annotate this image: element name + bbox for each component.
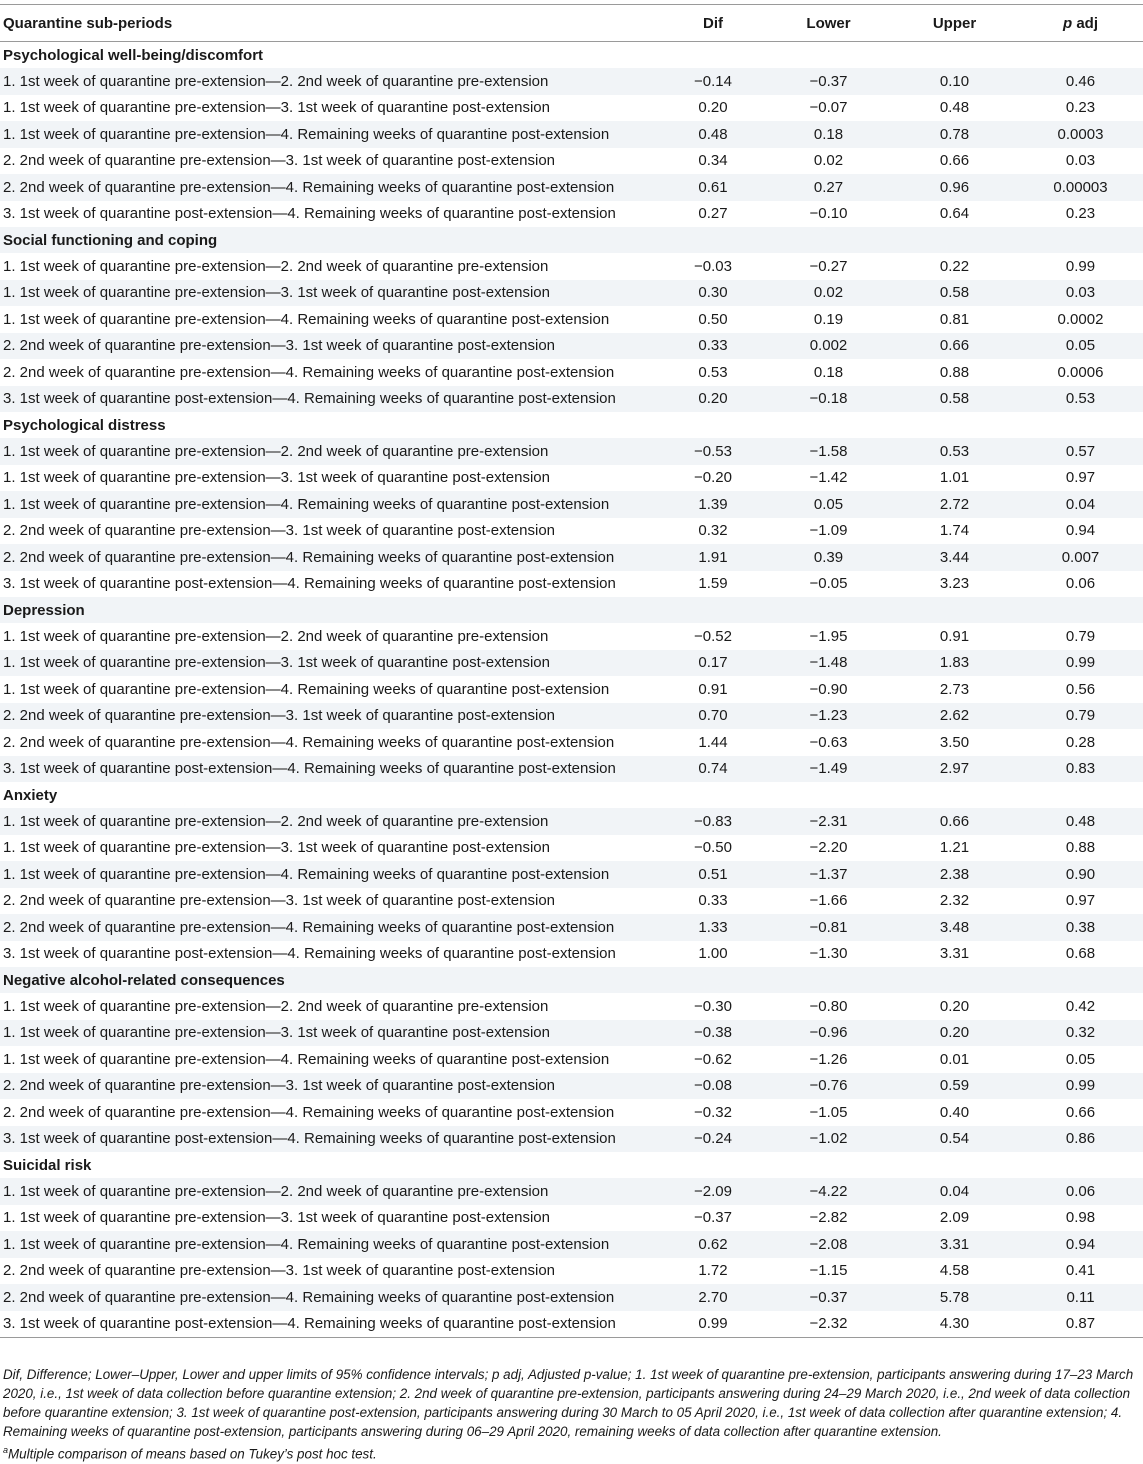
p-adj-cell: 0.38 — [1018, 914, 1143, 941]
lower-cell: −0.90 — [809, 680, 848, 698]
dif-cell: 0.27 — [698, 205, 728, 223]
lower-cell: −0.76 — [766, 1073, 891, 1100]
p-adj-cell: 0.79 — [1018, 703, 1143, 730]
lower-cell: −0.18 — [766, 386, 891, 413]
table-row — [0, 201, 1143, 228]
dif-cell: 0.32 — [698, 522, 728, 540]
dif-cell: 0.51 — [660, 861, 766, 888]
lower-cell: 0.18 — [813, 363, 844, 381]
comparison-cell: 1. 1st week of quarantine pre-extension—2. 2nd week of quarantine pre-extension — [0, 808, 660, 835]
upper-cell: 3.23 — [939, 575, 970, 593]
p-adj-cell: 0.99 — [1065, 257, 1096, 275]
upper-cell: 0.04 — [891, 1178, 1018, 1205]
lower-cell: −1.66 — [809, 892, 848, 910]
dif-cell: 0.30 — [660, 280, 766, 307]
dif-cell: 0.20 — [698, 99, 728, 117]
header-dif: Dif — [660, 5, 766, 42]
comparison-cell: 2. 2nd week of quarantine pre-extension—3. 1st week of quarantine post-extension — [3, 152, 556, 170]
comparison-cell: 2. 2nd week of quarantine pre-extension—3. 1st week of quarantine post-extension — [0, 333, 660, 360]
table-row — [0, 1311, 1143, 1338]
lower-cell: −4.22 — [766, 1178, 891, 1205]
comparison-cell: 2. 2nd week of quarantine pre-extension—4. Remaining weeks of quarantine post-extension — [0, 914, 660, 941]
comparison-cell: 3. 1st week of quarantine post-extension—4. Remaining weeks of quarantine post-extension — [3, 945, 616, 963]
table-row — [0, 1284, 1143, 1311]
lower-cell: −2.31 — [766, 808, 891, 835]
group-header-row — [0, 412, 1143, 438]
upper-cell: 0.20 — [939, 997, 970, 1015]
lower-cell: −0.07 — [809, 99, 848, 117]
p-adj-cell: 0.42 — [1065, 997, 1096, 1015]
comparison-cell: 1. 1st week of quarantine pre-extension—3. 1st week of quarantine post-extension — [0, 280, 660, 307]
dif-cell: 1.72 — [698, 1262, 728, 1280]
table-row — [0, 491, 1143, 518]
table-row — [0, 253, 1143, 280]
lower-cell: −1.30 — [809, 945, 848, 963]
dif-cell: 0.99 — [660, 1311, 766, 1338]
table-row — [0, 676, 1143, 703]
dif-cell: 0.91 — [698, 680, 728, 698]
comparison-cell: 2. 2nd week of quarantine pre-extension—4. Remaining weeks of quarantine post-extension — [3, 1103, 615, 1121]
upper-cell: 0.91 — [939, 627, 970, 645]
lower-cell: −2.08 — [766, 1231, 891, 1258]
p-adj-cell: 0.007 — [1018, 544, 1143, 571]
upper-cell: 2.62 — [891, 703, 1018, 730]
lower-cell: −0.80 — [809, 997, 848, 1015]
lower-cell: −1.05 — [809, 1103, 848, 1121]
p-adj-cell: 0.05 — [1065, 1050, 1096, 1068]
group-title: Psychological well-being/discomfort — [3, 46, 264, 64]
header-p-symbol: p — [1062, 14, 1073, 32]
table-footnote — [3, 1365, 1141, 1463]
table-row — [0, 359, 1143, 386]
table-row — [0, 808, 1143, 835]
lower-cell: −1.15 — [809, 1262, 848, 1280]
upper-cell: 0.54 — [891, 1126, 1018, 1153]
upper-cell: 1.21 — [939, 839, 970, 857]
upper-cell: 0.40 — [939, 1103, 970, 1121]
upper-cell: 2.09 — [939, 1209, 970, 1227]
p-adj-cell: 0.48 — [1018, 808, 1143, 835]
lower-cell: −2.32 — [766, 1311, 891, 1338]
upper-cell: 0.58 — [891, 386, 1018, 413]
p-adj-cell: 0.23 — [1065, 99, 1096, 117]
header-comparison: Quarantine sub-periods — [0, 5, 660, 42]
group-header-row — [0, 42, 1143, 69]
dif-cell: 0.70 — [660, 703, 766, 730]
group-header-row — [0, 227, 1143, 253]
upper-cell: 0.59 — [891, 1073, 1018, 1100]
dif-cell: 1.59 — [698, 575, 728, 593]
p-adj-cell: 0.97 — [1065, 892, 1096, 910]
lower-cell: 0.02 — [813, 152, 844, 170]
comparison-cell: 2. 2nd week of quarantine pre-extension—4. Remaining weeks of quarantine post-extension — [0, 174, 660, 201]
p-adj-cell: 0.94 — [1018, 1231, 1143, 1258]
table-row — [0, 386, 1143, 413]
p-adj-cell: 0.99 — [1018, 650, 1143, 677]
upper-cell: 0.64 — [939, 205, 970, 223]
p-adj-cell: 0.99 — [1018, 1073, 1143, 1100]
p-adj-cell: 0.83 — [1018, 756, 1143, 783]
lower-cell: 0.39 — [766, 544, 891, 571]
p-adj-cell: 0.56 — [1065, 680, 1096, 698]
lower-cell: 0.02 — [766, 280, 891, 307]
p-adj-cell: 0.98 — [1065, 1209, 1096, 1227]
group-header-row — [0, 782, 1143, 808]
lower-cell: 0.19 — [813, 310, 844, 328]
lower-cell: −1.58 — [766, 438, 891, 465]
group-title: Suicidal risk — [3, 1156, 92, 1174]
comparison-cell: 1. 1st week of quarantine pre-extension—4. Remaining weeks of quarantine post-extension — [0, 491, 660, 518]
p-adj-cell: 0.00003 — [1018, 174, 1143, 201]
p-adj-cell: 0.66 — [1065, 1103, 1096, 1121]
p-adj-cell: 0.53 — [1018, 386, 1143, 413]
group-header-row — [0, 597, 1143, 623]
upper-cell: 1.83 — [891, 650, 1018, 677]
upper-cell: 2.38 — [891, 861, 1018, 888]
upper-cell: 0.96 — [891, 174, 1018, 201]
lower-cell: −0.96 — [766, 1020, 891, 1047]
upper-cell: 3.50 — [939, 733, 970, 751]
table-row — [0, 888, 1143, 915]
table-row — [0, 1231, 1143, 1258]
upper-cell: 0.22 — [939, 257, 970, 275]
table-row — [0, 623, 1143, 650]
table-row — [0, 1205, 1143, 1232]
comparison-cell: 3. 1st week of quarantine post-extension—4. Remaining weeks of quarantine post-extension — [0, 1311, 660, 1338]
comparison-cell: 1. 1st week of quarantine pre-extension—2. 2nd week of quarantine pre-extension — [3, 627, 549, 645]
p-adj-cell: 0.97 — [1065, 469, 1096, 487]
table-row — [0, 148, 1143, 175]
lower-cell: −1.37 — [766, 861, 891, 888]
table-row — [0, 941, 1143, 968]
comparison-cell: 3. 1st week of quarantine post-extension—4. Remaining weeks of quarantine post-extension — [0, 386, 660, 413]
upper-cell: 0.88 — [939, 363, 970, 381]
p-adj-cell: 0.32 — [1018, 1020, 1143, 1047]
upper-cell: 2.73 — [939, 680, 970, 698]
table-row — [0, 518, 1143, 545]
lower-cell: −1.95 — [809, 627, 848, 645]
header-lower: Lower — [766, 5, 891, 42]
upper-cell: 4.58 — [939, 1262, 970, 1280]
lower-cell: −2.20 — [809, 839, 848, 857]
p-adj-cell: 0.03 — [1065, 152, 1096, 170]
table-row — [0, 438, 1143, 465]
upper-cell: 0.58 — [891, 280, 1018, 307]
lower-cell: −1.49 — [766, 756, 891, 783]
p-adj-cell: 0.68 — [1065, 945, 1096, 963]
p-adj-cell: 0.86 — [1018, 1126, 1143, 1153]
comparison-cell: 2. 2nd week of quarantine pre-extension—3. 1st week of quarantine post-extension — [3, 892, 556, 910]
comparison-cell: 1. 1st week of quarantine pre-extension—3. 1st week of quarantine post-extension — [0, 650, 660, 677]
table-row — [0, 174, 1143, 201]
upper-cell: 0.20 — [891, 1020, 1018, 1047]
dif-cell: 0.62 — [660, 1231, 766, 1258]
lower-cell: −2.82 — [809, 1209, 848, 1227]
table-row — [0, 1073, 1143, 1100]
header-row — [0, 5, 1143, 42]
comparison-cell: 1. 1st week of quarantine pre-extension—4. Remaining weeks of quarantine post-extension — [3, 1050, 610, 1068]
upper-cell: 1.01 — [939, 469, 970, 487]
table-row — [0, 756, 1143, 783]
upper-cell: 0.81 — [939, 310, 970, 328]
upper-cell: 3.44 — [891, 544, 1018, 571]
dif-cell: 0.50 — [698, 310, 728, 328]
comparison-cell: 3. 1st week of quarantine post-extension—4. Remaining weeks of quarantine post-extension — [3, 205, 616, 223]
comparison-cell: 1. 1st week of quarantine pre-extension—2. 2nd week of quarantine pre-extension — [3, 257, 549, 275]
comparison-cell: 1. 1st week of quarantine pre-extension—3. 1st week of quarantine post-extension — [3, 1209, 550, 1227]
dif-cell: −0.53 — [660, 438, 766, 465]
dif-cell: −0.62 — [694, 1050, 732, 1068]
dif-cell: 1.33 — [660, 914, 766, 941]
p-adj-cell: 0.87 — [1018, 1311, 1143, 1338]
p-adj-cell: 0.0006 — [1057, 363, 1104, 381]
table-row — [0, 571, 1143, 598]
header-upper: Upper — [891, 5, 1018, 42]
header-p-suffix: adj — [1072, 14, 1098, 32]
comparison-cell: 1. 1st week of quarantine pre-extension—2. 2nd week of quarantine pre-extension — [0, 438, 660, 465]
lower-cell: −0.63 — [809, 733, 848, 751]
group-header-row — [0, 967, 1143, 993]
dif-cell: −0.20 — [694, 469, 732, 487]
dif-cell: 0.20 — [660, 386, 766, 413]
comparison-cell: 2. 2nd week of quarantine pre-extension—3. 1st week of quarantine post-extension — [0, 1073, 660, 1100]
table-row — [0, 703, 1143, 730]
dif-cell: −0.50 — [694, 839, 732, 857]
upper-cell: 0.53 — [891, 438, 1018, 465]
p-adj-cell: 0.06 — [1065, 575, 1096, 593]
comparison-cell: 1. 1st week of quarantine pre-extension—4. Remaining weeks of quarantine post-extension — [0, 121, 660, 148]
comparison-cell: 1. 1st week of quarantine pre-extension—4. Remaining weeks of quarantine post-extension — [3, 680, 610, 698]
upper-cell: 3.48 — [891, 914, 1018, 941]
comparison-cell: 1. 1st week of quarantine pre-extension—3. 1st week of quarantine post-extension — [3, 469, 550, 487]
upper-cell: 2.97 — [891, 756, 1018, 783]
dif-cell: −0.03 — [694, 257, 732, 275]
lower-cell: −0.27 — [809, 257, 848, 275]
table-row — [0, 333, 1143, 360]
table-row — [0, 993, 1143, 1020]
p-adj-cell: 0.94 — [1065, 522, 1096, 540]
dif-cell: −0.08 — [660, 1073, 766, 1100]
p-adj-cell: 0.57 — [1018, 438, 1143, 465]
lower-cell: 0.18 — [766, 121, 891, 148]
dif-cell: −0.37 — [694, 1209, 732, 1227]
dif-cell: 0.34 — [698, 152, 728, 170]
lower-cell: 0.002 — [766, 333, 891, 360]
table-row — [0, 68, 1143, 95]
lower-cell: 0.27 — [766, 174, 891, 201]
upper-cell: 5.78 — [891, 1284, 1018, 1311]
comparison-cell: 1. 1st week of quarantine pre-extension—3. 1st week of quarantine post-extension — [3, 99, 550, 117]
group-title: Psychological distress — [3, 416, 166, 434]
dif-cell: −2.09 — [660, 1178, 766, 1205]
upper-cell: 1.74 — [939, 522, 970, 540]
dif-cell: 0.74 — [660, 756, 766, 783]
dif-cell: 0.48 — [660, 121, 766, 148]
lower-cell: −1.26 — [809, 1050, 848, 1068]
table-row — [0, 914, 1143, 941]
table-row — [0, 280, 1143, 307]
footnote-text: Dif, Difference; Lower–Upper, Lower and upper limits of 95% confidence intervals; p adj, Adjusted p-value; 1. 1st week of quarantine pre-extension, participants answering during 17–23 March 2020, i.e., 1st week of data collection before quarantine extension; 2. 2nd week of quarantine pre-extension, participants answering during 24–29 March 2020, i.e., 2nd week of data collection before quarantine extension; 3. 1st week of quarantine post-extension, participants answering during 30 March to 05 April 2020, i.e., 1st week of data collection after quarantine extension; 4. Remaining weeks of quarantine post-extension, participants answering during 06–29 April 2020, remaining weeks of data collection after quarantine extension. — [3, 1367, 1134, 1439]
p-adj-cell: 0.11 — [1018, 1284, 1143, 1311]
comparison-cell: 1. 1st week of quarantine pre-extension—4. Remaining weeks of quarantine post-extension — [3, 310, 610, 328]
lower-cell: −0.81 — [766, 914, 891, 941]
table-row — [0, 1020, 1143, 1047]
comparison-cell: 1. 1st week of quarantine pre-extension—3. 1st week of quarantine post-extension — [0, 1020, 660, 1047]
dif-cell: 0.33 — [698, 892, 728, 910]
group-title: Depression — [0, 597, 1143, 623]
dif-cell: 0.61 — [660, 174, 766, 201]
footnote-marker: a — [3, 1445, 9, 1455]
dif-cell: 1.00 — [698, 945, 728, 963]
dif-cell: 0.53 — [698, 363, 728, 381]
table-row — [0, 650, 1143, 677]
comparison-cell: 2. 2nd week of quarantine pre-extension—3. 1st week of quarantine post-extension — [3, 1262, 556, 1280]
p-adj-cell: 0.46 — [1018, 68, 1143, 95]
upper-cell: 0.66 — [891, 333, 1018, 360]
upper-cell: 2.32 — [939, 892, 970, 910]
upper-cell: 0.66 — [891, 808, 1018, 835]
p-adj-cell: 0.04 — [1018, 491, 1143, 518]
table-row — [0, 306, 1143, 333]
dif-cell: −0.30 — [694, 997, 732, 1015]
lower-cell: −0.05 — [809, 575, 848, 593]
comparison-cell: 3. 1st week of quarantine post-extension—4. Remaining weeks of quarantine post-extension — [3, 575, 616, 593]
p-adj-cell: 0.79 — [1065, 627, 1096, 645]
upper-cell: 2.72 — [891, 491, 1018, 518]
lower-cell: −1.09 — [809, 522, 848, 540]
comparison-cell: 1. 1st week of quarantine pre-extension—2. 2nd week of quarantine pre-extension — [0, 68, 660, 95]
dif-cell: −0.83 — [660, 808, 766, 835]
p-adj-cell: 0.0002 — [1057, 310, 1104, 328]
group-title: Negative alcohol-related consequences — [0, 967, 1143, 993]
comparison-cell: 2. 2nd week of quarantine pre-extension—4. Remaining weeks of quarantine post-extension — [3, 363, 615, 381]
dif-cell: −0.38 — [660, 1020, 766, 1047]
comparison-cell: 1. 1st week of quarantine pre-extension—4. Remaining weeks of quarantine post-extension — [0, 1231, 660, 1258]
upper-cell: 3.31 — [891, 1231, 1018, 1258]
table-row — [0, 121, 1143, 148]
dif-cell: 1.44 — [698, 733, 728, 751]
dif-cell: 0.33 — [660, 333, 766, 360]
upper-cell: 0.01 — [939, 1050, 970, 1068]
lower-cell: −0.37 — [766, 1284, 891, 1311]
table-row — [0, 544, 1143, 571]
group-header-row — [0, 1152, 1143, 1178]
header-p-adj — [1018, 5, 1143, 42]
table-row — [0, 1099, 1143, 1126]
p-adj-cell: 0.41 — [1065, 1262, 1096, 1280]
comparison-cell: 2. 2nd week of quarantine pre-extension—4. Remaining weeks of quarantine post-extension — [0, 544, 660, 571]
dif-cell: 1.91 — [660, 544, 766, 571]
p-adj-cell: 0.88 — [1065, 839, 1096, 857]
table-row — [0, 1126, 1143, 1153]
upper-cell: 0.78 — [891, 121, 1018, 148]
lower-cell: −1.42 — [809, 469, 848, 487]
table-row — [0, 1258, 1143, 1285]
comparison-cell: 1. 1st week of quarantine pre-extension—2. 2nd week of quarantine pre-extension — [3, 997, 549, 1015]
p-adj-cell: 0.28 — [1065, 733, 1096, 751]
comparison-cell: 2. 2nd week of quarantine pre-extension—3. 1st week of quarantine post-extension — [3, 522, 556, 540]
lower-cell: −1.23 — [766, 703, 891, 730]
table-row — [0, 1046, 1143, 1073]
p-adj-cell: 0.03 — [1018, 280, 1143, 307]
dif-cell: 1.39 — [660, 491, 766, 518]
upper-cell: 0.48 — [939, 99, 970, 117]
table-row — [0, 861, 1143, 888]
comparison-cell: 2. 2nd week of quarantine pre-extension—4. Remaining weeks of quarantine post-extension — [0, 1284, 660, 1311]
tukey-results-table — [0, 4, 1143, 1338]
lower-cell: −1.02 — [766, 1126, 891, 1153]
comparison-cell: 1. 1st week of quarantine pre-extension—2. 2nd week of quarantine pre-extension — [0, 1178, 660, 1205]
table-row — [0, 1178, 1143, 1205]
lower-cell: −1.48 — [766, 650, 891, 677]
p-adj-cell: 0.0003 — [1018, 121, 1143, 148]
lower-cell: −0.37 — [766, 68, 891, 95]
p-adj-cell: 0.06 — [1018, 1178, 1143, 1205]
group-title: Social functioning and coping — [0, 227, 1143, 253]
comparison-cell: 3. 1st week of quarantine post-extension—4. Remaining weeks of quarantine post-extension — [0, 756, 660, 783]
dif-cell: −0.24 — [660, 1126, 766, 1153]
p-adj-cell: 0.23 — [1065, 205, 1096, 223]
table-row — [0, 729, 1143, 756]
upper-cell: 4.30 — [891, 1311, 1018, 1338]
p-adj-cell: 0.05 — [1018, 333, 1143, 360]
dif-cell: −0.14 — [660, 68, 766, 95]
table-row — [0, 95, 1143, 122]
lower-cell: 0.05 — [766, 491, 891, 518]
table-body — [0, 42, 1143, 1338]
comparison-cell: 1. 1st week of quarantine pre-extension—3. 1st week of quarantine post-extension — [3, 839, 550, 857]
comparison-cell: 1. 1st week of quarantine pre-extension—4. Remaining weeks of quarantine post-extension — [0, 861, 660, 888]
table-row — [0, 835, 1143, 862]
dif-cell: 2.70 — [660, 1284, 766, 1311]
dif-cell: −0.32 — [694, 1103, 732, 1121]
dif-cell: 0.17 — [660, 650, 766, 677]
comparison-cell: 2. 2nd week of quarantine pre-extension—4. Remaining weeks of quarantine post-extension — [3, 733, 615, 751]
lower-cell: −0.10 — [809, 205, 848, 223]
table-row — [0, 465, 1143, 492]
upper-cell: 0.10 — [891, 68, 1018, 95]
comparison-cell: 3. 1st week of quarantine post-extension—4. Remaining weeks of quarantine post-extension — [0, 1126, 660, 1153]
group-title: Anxiety — [3, 786, 58, 804]
upper-cell: 0.66 — [939, 152, 970, 170]
upper-cell: 3.31 — [939, 945, 970, 963]
footnote-note: Multiple comparison of means based on Tukey’s post hoc test. — [8, 1446, 377, 1462]
dif-cell: −0.52 — [694, 627, 732, 645]
p-adj-cell: 0.90 — [1018, 861, 1143, 888]
comparison-cell: 2. 2nd week of quarantine pre-extension—3. 1st week of quarantine post-extension — [0, 703, 660, 730]
